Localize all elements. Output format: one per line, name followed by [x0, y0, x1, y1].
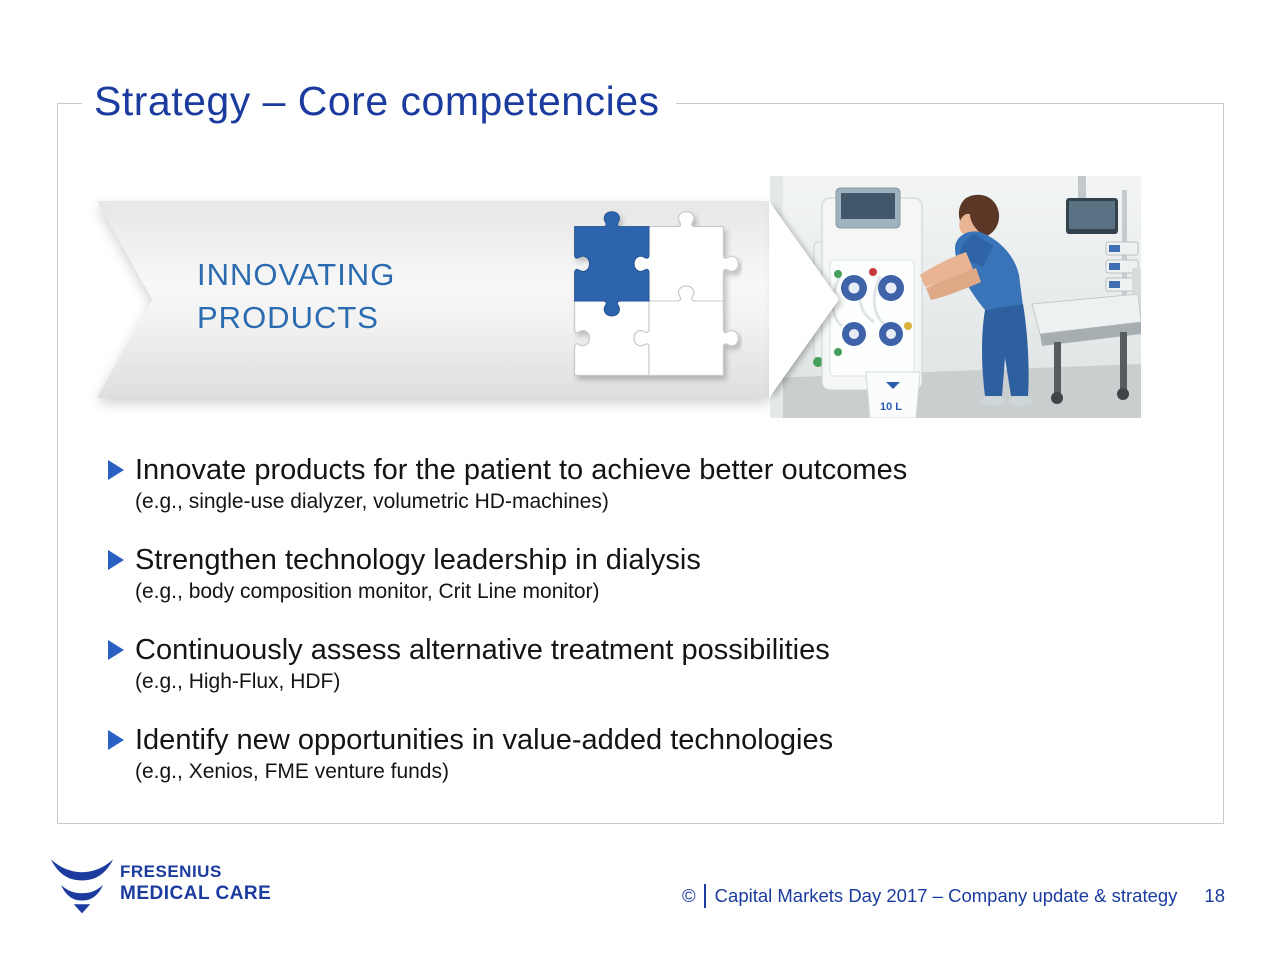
- copyright-symbol: ©: [682, 885, 696, 906]
- list-item: [108, 632, 1168, 696]
- page-number: 18: [1204, 885, 1225, 906]
- footer-caption: [682, 884, 1225, 908]
- bullet-text: Strengthen technology leadership in dialysis: [135, 544, 701, 576]
- list-item: [108, 722, 1168, 786]
- page-title: Strategy – Core competencies: [82, 78, 676, 125]
- company-logo: [50, 855, 271, 915]
- footer-text: Capital Markets Day 2017 – Company update & strategy: [714, 885, 1178, 906]
- banner-arrow-icon: [769, 201, 839, 398]
- triangle-bullet-icon: [108, 550, 124, 570]
- banner-label: [197, 253, 395, 339]
- bullet-text: Continuously assess alternative treatment possibilities: [135, 634, 830, 666]
- bullet-text: Identify new opportunities in value-added technologies: [135, 724, 834, 756]
- triangle-bullet-icon: [108, 460, 124, 480]
- banner-label-line1: INNOVATING: [197, 257, 396, 292]
- logo-text-line1: FRESENIUS: [120, 862, 222, 881]
- bullet-text: Innovate products for the patient to achieve better outcomes: [135, 454, 908, 486]
- fresenius-chevrons-icon: [50, 855, 114, 915]
- bullet-detail: (e.g., Xenios, FME venture funds): [135, 760, 449, 783]
- list-item: [108, 452, 1168, 516]
- bullet-detail: (e.g., body composition monitor, Crit Line monitor): [135, 580, 600, 603]
- fluid-bag: [866, 372, 920, 418]
- triangle-bullet-icon: [108, 640, 124, 660]
- triangle-bullet-icon: [108, 730, 124, 750]
- puzzle-pieces-icon: [556, 208, 742, 394]
- bullet-list: [108, 452, 1168, 812]
- footer-divider: [704, 884, 706, 908]
- bag-volume-label: 10 L: [880, 401, 903, 413]
- logo-text-line2: MEDICAL CARE: [120, 883, 272, 904]
- list-item: [108, 542, 1168, 606]
- bullet-detail: (e.g., single-use dialyzer, volumetric HD-machines): [135, 490, 609, 513]
- bullet-detail: (e.g., High-Flux, HDF): [135, 670, 341, 693]
- banner-label-line2: PRODUCTS: [197, 300, 379, 335]
